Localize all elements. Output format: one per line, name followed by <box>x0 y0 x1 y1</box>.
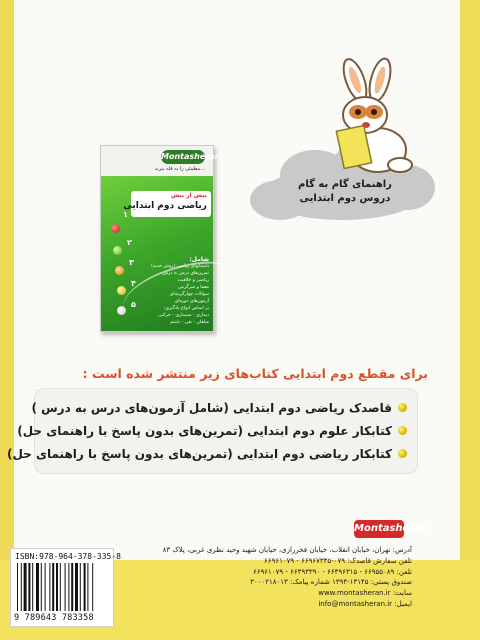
barcode-bar <box>80 563 81 611</box>
publisher-email: ایمیل: info@montasheran.ir <box>318 599 412 608</box>
yellow-bullet-icon <box>398 426 407 435</box>
yellow-bullet-icon <box>398 403 407 412</box>
barcode-bar <box>17 563 18 611</box>
barcode-bar <box>49 563 50 611</box>
orange-orb-icon <box>115 266 124 275</box>
list-item <box>17 420 407 442</box>
red-apple-icon <box>111 224 120 233</box>
book-item-label: کتابکار ریاضی دوم ابتدایی (تمرین‌های بدون پاسخ با راهنمای حل) <box>6 447 392 461</box>
book-series-label: بیش از بیش <box>170 192 207 199</box>
book-include-item: بر اساس انواع یادگیری: <box>163 306 209 311</box>
publisher-pobox: صندوق پستی: ۱۳۱۴۵-۱۳۹۴ شماره پیامک: ۳۰۰۰۲۱۸۰۱۳ <box>250 578 412 587</box>
barcode-bar <box>24 563 27 611</box>
barcode-bar <box>60 563 61 611</box>
book-title: ریاضی دوم ابتدایی <box>123 201 207 211</box>
book-includes-heading: شامل: <box>189 256 209 263</box>
book-publisher-logo: Montasheran <box>161 150 205 164</box>
publisher-address: آدرس: تهران، خیابان انقلاب، خیابان فخررازی، خیابان شهید وحید نظری غربی، پلاک ۸۳ <box>162 546 412 554</box>
barcode-icon <box>15 563 109 611</box>
book-include-item: داستانهای ریاضی (روش جدید) <box>151 264 209 269</box>
publisher-phone: تلفن: ۶۶۹۵۵۰۸۹ - ۶۶۴۹۶۳۱۵ - ۶۶۴۹۳۳۹۰ - ۶۶۹۶۱۰۷۹ <box>253 567 412 576</box>
book-number-3: ۳ <box>129 258 134 267</box>
book-number-4: ۴ <box>131 279 136 288</box>
book-include-item: میلفان - نقی - نابنتم <box>170 320 209 325</box>
isbn-digits: 9 789643 783358 <box>14 613 94 623</box>
book-item-label: کتابکار علوم دوم ابتدایی (تمرین‌های بدون پاسخ با راهنمای حل) <box>17 424 392 438</box>
barcode-bar <box>75 563 78 611</box>
publisher-contact-info <box>112 545 412 610</box>
book-cover-thumbnail <box>100 145 221 332</box>
barcode-bar <box>28 563 30 611</box>
publisher-sales-phone: تلفن سفارش قاصدک: ۰۷۹-۶۶۹۶۷۳۳۵ - ۶۶۹۶۱۰۷۹ <box>264 556 412 565</box>
publisher-logo: Montasheran <box>354 520 404 538</box>
barcode-bar <box>41 563 42 611</box>
barcode-bar <box>32 563 33 611</box>
published-books-headline: برای مقطع دوم ابتدایی کتاب‌های زیر منتشر شده است : <box>82 366 428 381</box>
barcode-bar <box>21 563 22 611</box>
book-number-2: ۲ <box>127 238 132 247</box>
books-list-box <box>6 388 418 474</box>
barcode-bar <box>92 563 93 611</box>
book-include-item: تمرین‌های درس به درس <box>162 271 209 276</box>
book-include-item: آزمون‌های دوره‌ای <box>174 299 209 304</box>
book-number-5: ۵ <box>131 300 136 309</box>
white-orb-icon <box>117 306 126 315</box>
right-yellow-strip <box>460 0 480 640</box>
list-item <box>31 397 407 419</box>
yellow-bullet-icon <box>398 449 407 458</box>
book-number-1: ۱ <box>123 210 128 219</box>
barcode-bar <box>65 563 66 611</box>
yellow-orb-icon <box>117 286 126 295</box>
barcode-bar <box>87 563 88 611</box>
isbn-label: ISBN:978-964-378-335-8 <box>15 552 121 561</box>
barcode-bar <box>68 563 69 611</box>
barcode-bar <box>71 563 73 611</box>
book-tagline: مطمئن را به قله ببرید... <box>154 166 205 172</box>
book-item-label: قاصدک ریاضی دوم ابتدایی (شامل آزمون‌های درس به درس ) <box>31 401 392 415</box>
left-yellow-border <box>0 0 14 640</box>
barcode-bar <box>36 563 39 611</box>
rabbit-mascot-icon <box>300 70 420 180</box>
book-title-box <box>123 191 211 217</box>
barcode-bar <box>56 563 58 611</box>
book-includes-list <box>139 256 209 326</box>
barcode-bar <box>45 563 46 611</box>
green-apple-icon <box>113 246 122 255</box>
cloud-caption <box>290 178 400 206</box>
cloud-line-1: راهنمای گام به گام <box>298 179 392 190</box>
book-include-item: دیداری - شنیداری - حرکتی <box>158 313 209 318</box>
isbn-barcode-box <box>10 548 121 627</box>
publisher-website: سایت: www.montasheran.ir <box>318 589 412 598</box>
cloud-line-2: دروس دوم ابتدایی <box>299 193 391 204</box>
barcode-bar <box>52 563 54 611</box>
barcode-bar <box>84 563 86 611</box>
list-item <box>6 443 407 465</box>
book-include-item: معما و سرگرمی <box>177 285 209 290</box>
book-include-item: ریاضی و خلاقیت <box>177 278 209 283</box>
book-include-item: سوالات چهارگزینه‌ای <box>169 292 209 297</box>
